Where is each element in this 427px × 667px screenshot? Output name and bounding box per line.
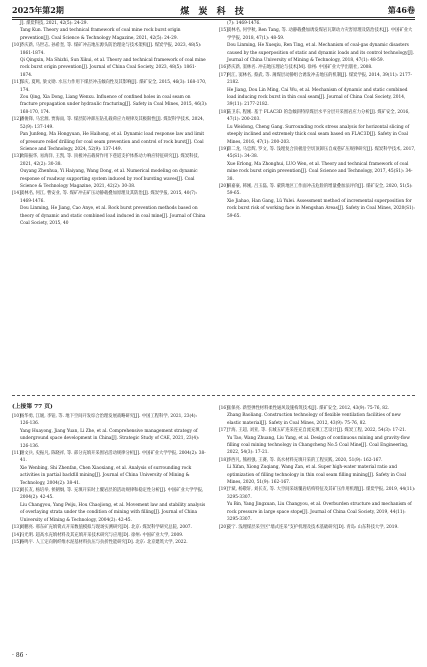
volume-label: 第46卷	[387, 5, 415, 15]
reference-entry	[219, 486, 416, 501]
reference-entry	[12, 524, 208, 531]
reference-number: [16]	[219, 406, 228, 411]
reference-entry	[12, 413, 208, 428]
reference-translation: Tang Kun. Theory and technical framework of coal mine rock burst origin prevention[J]. Coal Science & Technology Magazine, 2021, 42(5): 24-29.	[20, 28, 181, 41]
reference-text: 解嘉豪, 韩刚, 吕玉磊, 等. 蒙陕地区工作面冲击危险的增量叠加法评价[J]. 煤矿安全, 2020, 51(5): 59-65.	[227, 183, 413, 197]
reference-translation: Yu Bin, Yang Jingxuan, Liu Changyou, et al. Overburden structure and mechanism of rock pressure in large space stope[J]. Journal of China Coal Society, 2019, 44(11): 3295-3307.	[227, 502, 412, 523]
reference-text: 谢文兵, 史振凡, 陈晓祥, 等. 部分充填开采围岩活动规律分析[J]. 中国矿业大学学报, 2004(2): 38-41.	[20, 451, 206, 464]
reference-number: [15]	[219, 28, 228, 34]
reference-translation: J]. 煤炭科技, 2021, 42(5): 24-29.	[20, 21, 88, 26]
reference-text: 窦林名, 何江, 曹安业, 等. 煤矿冲击矿压动静载叠加原理及其防治[J]. 煤炭学报, 2015, 40(7): 1469-1476.	[20, 191, 198, 204]
reference-number: [13]	[12, 525, 21, 531]
reference-entry	[219, 457, 416, 464]
reference-text: 欧阳振华, 易海洋, 王凯, 等. 顶板冲击载荷作用下巷道支护体系动力响应特征研究[J]. 煤炭科技, 2021, 42(2): 30-38.	[20, 154, 200, 167]
reference-number: [11]	[12, 80, 21, 86]
reference-translation: Dou Linming, He Xueqiu, Ren Ting, et al. Mechanism of coal-gas dynamic disasters caused by the superposition of static and dynamic loads and its control technology[J]. Journal of China University of Mining & Technology, 2018, 47(1): 48-59.	[227, 43, 414, 64]
reference-entry	[219, 427, 416, 434]
reference-translation: Liu Changyou, Yang Peiju, Hou Chaojiong, et al. Movement law and stability analysis of overlaying strata under the condition of mining with filling[J]. Journal of China University of Mining & Technology, 2004(2): 42-45.	[20, 502, 206, 523]
reference-number: [20]	[219, 524, 228, 530]
reference-number: [19]	[219, 487, 228, 493]
reference-text: 李西凡, 熊祖强, 王赛, 等. 高水材料充填开采的工程实践, 2020, 51(9): 162-167.	[227, 457, 383, 463]
reference-translation: Ouyang Zhenhua, Yi Haiyang, Wang Dong, et al. Numerical modeling on dynamic response of roadway supporting system induced by roof bursting waves[J]. Coal Science & Technology Magazine, 2021, 42(2): 30-38.	[20, 169, 198, 189]
reference-entry	[12, 79, 208, 94]
reference-text: 冯光明. 超高水充填材料及其充填开采技术研究与应用[D]. 徐州: 中国矿业大学, 2009.	[20, 532, 184, 538]
reference-translation: Qi Qingxin, Ma Shizhi, Sun Xikui, et al. Theory and technical framework of coal mine rock burst origin prevention[J]. Journal of China Coal Society, 2023, 48(5): 1861-1874.	[20, 58, 206, 78]
reference-entry	[12, 487, 208, 502]
reference-entry	[219, 146, 416, 161]
reference-text: 路鸣宇. 人工定向钢纤维水泥基材料抗压与抗折性能研究[D]. 北京: 北京建筑大学, 2022.	[20, 539, 188, 545]
reference-text: 齐庆新, 窦林名. 冲击地压理论与技术[M]. 徐州: 中国矿业大学出版社, 2008.	[227, 65, 373, 71]
reference-number: [17]	[219, 72, 228, 78]
reference-translation: He Jiang, Dou Lin Ming, Cai Wu, et al. Mechanism of dynamic and static combined load inducing rock burst in thin coal seam[J]. Journal of China Coal Society, 2014, 39(11): 2177-2182.	[227, 87, 408, 108]
reference-number: [15]	[12, 539, 21, 545]
section-divider	[12, 395, 415, 396]
reference-translation: Xie Jiahao, Han Gang, Lü Yulei. Assessment method of incremental superposition for rock burst risk of working face in Mengshan Areas[J]. Safety in Coal Mines, 2020(S1): 59-65.	[227, 198, 415, 219]
reference-text: 齐庆新, 马世志, 孙希奎, 等. 煤矿冲击地压源头防治理论与技术架构[J]. 煤炭学报, 2023, 48(5): 1861-1874.	[20, 43, 202, 56]
reference-translation: Li Xifan, Xiong Zuqiang, Wang Zan, et al. Super high-water material ratio and optimization of filling technology in thin coal seam filling mining[J]. Safety in Coal Mines, 2020, 51(9): 162-167.	[227, 465, 407, 486]
journal-title: 煤 炭 科 技	[180, 7, 247, 17]
reference-number: [10]	[12, 414, 21, 419]
reference-number: [20]	[219, 183, 228, 189]
reference-entry	[219, 72, 416, 87]
reference-entry	[12, 450, 208, 465]
reference-number: [18]	[219, 457, 228, 463]
reference-translation: Zou Qing, Xia Dong, Liang Wenxu. Influence of confined holes in coal seam on fracture propagation under hydraulic fracturing[J]. Safety in Coal Mines, 2015, 46(3): 168-170, 174.	[20, 95, 208, 115]
references-bottom-left	[12, 413, 208, 645]
reference-entry	[219, 183, 416, 198]
reference-text: 张保亮. 新型弹性材料柔性通风设施构筑技术[J]. 煤矿安全, 2012, 43(9): 75-76, 82.	[227, 406, 390, 411]
reference-translation: (7): 1469-1476.	[227, 21, 261, 26]
reference-entry	[219, 109, 416, 124]
reference-text: 杨华勇, 江媛, 李铂, 等. 地下空间开发综合治理发展战略研究[J]. 中国工程科学, 2021, 23(4): 126-136.	[20, 414, 198, 427]
reference-number: [16]	[219, 65, 228, 71]
reference-translation: Pan Junfeng, Ma Hongyuan, He Haihong, et al. Dynamic load response law and limit of pressure relief drilling for coal seam prevention and control of rock burst[J]. Coal Science and Technology, 2024, 52(9): 137-149.	[20, 132, 205, 152]
reference-translation: Lu Weidong, Cheng Gang. Surrounding rock stress analysis for horizontal slicing of steeply inclined and extremely thick coal seam based on FLAC3D[J]. Safety in Coal Mines, 2016, 47(1): 200-203.	[227, 124, 410, 145]
reference-translation: Yang Huayong, Jiang Yuan, Li Zhe, et al. Comprehensive management strategy of underground space development in China[J]. Strategic Study of CAE, 2021, 23(4): 126-136.	[20, 428, 200, 449]
reference-text: 何江, 窦林名, 蔡武, 等. 薄煤层动静组合诱发冲击地压的机制[J]. 煤炭学报, 2014, 39(11): 2177-2182.	[227, 72, 412, 86]
references-bottom-right	[219, 405, 416, 645]
reference-text: 刘鹏亮. 邢东矿充填膏式开采数值模拟与现场实测研究[D]. 北京: 煤炭科学研究总院, 2007.	[20, 525, 192, 531]
reference-number: [12]	[12, 117, 21, 123]
reference-entry	[219, 524, 416, 531]
reference-entry	[12, 116, 208, 131]
reference-text: 邹庆, 夏鸣, 梁文勋. 水压力作用下煤层冲击倾向性及其影响[J]. 煤矿安全, 2015, 46(3): 168-170, 174.	[20, 80, 207, 93]
reference-number: [18]	[219, 109, 228, 115]
references-top-left	[12, 20, 208, 392]
reference-text: 于斌, 杨敬轩, 刘长友, 等. 大空间采场覆岩结构特征及其矿压作用机理[J]. 煤炭学报, 2019, 44(11): 3295-3307.	[227, 487, 416, 500]
reference-text: 陆卫东, 程刚. 基于 FLAC3D 的急倾斜特厚煤层水平分层开采围岩应力分析[J]. 煤矿安全, 2016, 47(1): 200-203.	[227, 109, 410, 123]
continued-from-label: (上接第 77 页)	[12, 404, 53, 410]
reference-translation: Xue Erlong, Ma Zhonghui, LUO Wen, et al. Theory and technical framework of coal mine rock burst origin prevention[J]. Coal Science and Technology, 2017, 45(S1): 34-38.	[227, 161, 413, 182]
reference-entry	[219, 64, 416, 71]
references-top-right	[219, 20, 416, 392]
reference-entry	[12, 42, 208, 57]
reference-text: 窦林名, 何学秋, Ren Tang, 等. 动静载叠加诱发煤岩瓦斯动力灾害原理及防治技术[J]. 中国矿业大学学报, 2018, 47(1): 48-59.	[227, 28, 413, 41]
reference-number: [14]	[12, 191, 21, 197]
reference-entry	[12, 190, 208, 205]
reference-text: 潘俊锋, 马宏源, 贾海雨, 等. 煤层防冲卸压钻孔载荷应力规律及其极限性[J]. 煤炭科学技术, 2024, 52(9): 137-149.	[20, 117, 205, 130]
reference-entry	[219, 405, 416, 412]
reference-number: [14]	[12, 532, 21, 538]
reference-number: [10]	[12, 43, 21, 49]
reference-translation: Dou Linming, He Jiang, Cao Anye, et al. Rock burst prevention methods based on theory of dynamic and static combined load induced in coal mine[J]. Journal of China Coal Society, 2015, 40	[20, 206, 206, 226]
reference-number: [11]	[12, 451, 21, 457]
reference-entry	[12, 539, 208, 546]
reference-text: 姜宁. 浅埋煤层采空区"墙式连采"支护机理及技术基础研究[D]. 青岛: 山东科技大学, 2019.	[227, 524, 399, 530]
reference-entry	[12, 532, 208, 539]
page-number: · 86 ·	[12, 652, 28, 659]
reference-entry	[219, 27, 416, 42]
reference-translation: Zhang Baoliang. Construction technology of flexible ventilation facilities of new elastic material[J]. Safety in Coal Mines, 2012, 43(9): 75-76, 82.	[227, 413, 401, 426]
reference-translation: Xie Wenbing, Shi Zhenfan, Chen Xiaoxiang, et al. Analysis of surrounding rock activities in partial backfill mining[J]. Journal of China University of Mining & Technology, 2004(2): 38-41.	[20, 465, 192, 486]
reference-number: [17]	[219, 428, 228, 434]
issue-label: 2025年第2期	[12, 5, 64, 15]
reference-number: [19]	[219, 146, 228, 152]
reference-entry	[12, 153, 208, 168]
running-header	[12, 3, 415, 16]
reference-translation: Yu Tao, Wang Zhuang, Liu Yang, et al. Design of continuous mining and gravity-flow filling coal mining technology in Changcheng No.5 Coal Mine[J]. Coal Engineering, 2022, 54(3): 17-21.	[227, 435, 410, 456]
reference-text: 于海, 王超, 刘亚, 等. 长城五矿连采连充自流充填工艺设计[J]. 煤炭工程, 2022, 54(3): 17-21.	[227, 428, 407, 434]
reference-text: 刘长友, 杨培举, 侯朝炯, 等. 充填开采时上覆岩层的活动规律和稳定性分析[J]. 中国矿业大学学报, 2004(2): 42-45.	[20, 488, 204, 501]
reference-number: [12]	[12, 488, 21, 494]
reference-text: 薛二龙, 马忠辉, 罗文, 等. 浅埋复合顶板沿空切顶卸压自成巷矿压规律研究[J]. 煤炭科学技术, 2017, 45(S1): 34-38.	[227, 146, 416, 160]
reference-number: [13]	[12, 154, 21, 160]
